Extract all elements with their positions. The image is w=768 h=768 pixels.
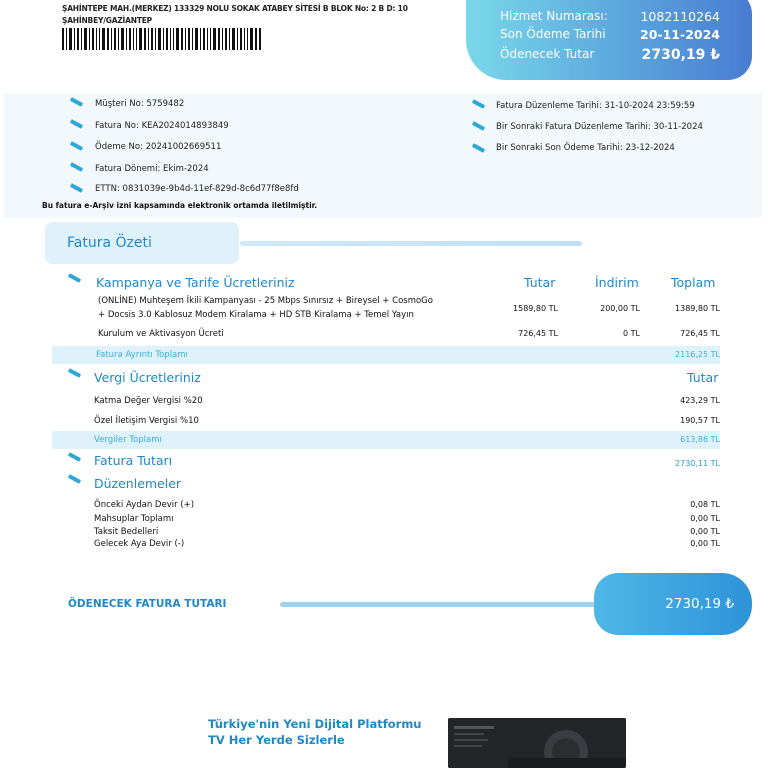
setup-fee-discount: 0 TL [623, 329, 640, 338]
payment-number: Ödeme No: 20241002669511 [95, 142, 222, 152]
communication-tax-value: 190,57 TL [680, 416, 720, 425]
adjustment-value: 0,00 TL [690, 514, 720, 523]
section-dash-icon [68, 273, 81, 283]
barcode-icon [62, 28, 262, 50]
invoice-period: Fatura Dönemi: Ekim-2024 [95, 164, 209, 174]
invoice-issue-date: Fatura Düzenleme Tarihi: 31-10-2024 23:59:59 [496, 101, 695, 111]
invoice-total-title: Fatura Tutarı [94, 453, 173, 468]
service-number-label: Hizmet Numarası: [500, 9, 608, 23]
due-date-label: Son Ödeme Tarihi [500, 27, 606, 41]
tax-subtotal-label: Vergiler Toplamı [94, 435, 162, 445]
summary-card [466, 0, 752, 80]
campaign-item-line-2: + Docsis 3.0 Kablosuz Modem Kiralama + HD STB Kiralama + Temel Yayın [98, 310, 414, 320]
promo-line-1: Türkiye'nin Yeni Dijital Platformu [208, 717, 422, 731]
customer-info-panel [4, 93, 762, 218]
section-dash-icon [68, 474, 81, 484]
due-date-row [500, 27, 720, 42]
amount-due-label: Ödenecek Tutar [500, 47, 595, 61]
adjustment-label: Mahsuplar Toplamı [94, 514, 174, 524]
customer-number: Müşteri No: 5759482 [95, 99, 185, 109]
promo-line-2: TV Her Yerde Sizlerle [208, 733, 345, 747]
section-dash-icon [68, 452, 81, 462]
adjustment-value: 0,08 TL [690, 500, 720, 509]
column-header-total: Toplam [671, 275, 716, 290]
adjustments-title: Düzenlemeler [94, 476, 182, 491]
setup-fee-amount: 726,45 TL [518, 329, 558, 338]
next-due-date: Bir Sonraki Son Ödeme Tarihi: 23-12-2024 [496, 143, 675, 153]
adjustment-label: Gelecek Aya Devir (-) [94, 539, 185, 549]
invoice-summary-heading [45, 222, 239, 264]
setup-fee-label: Kurulum ve Aktivasyon Ücreti [98, 329, 224, 339]
setup-fee-total: 726,45 TL [680, 329, 720, 338]
promo-tv-screen-image [448, 718, 626, 768]
payable-divider [280, 602, 610, 607]
invoice-total-value: 2730,11 TL [675, 459, 720, 468]
promo-screen-graphic [448, 718, 626, 768]
column-header-discount: İndirim [595, 275, 639, 290]
campaign-subtotal-label: Fatura Ayrıntı Toplamı [96, 350, 188, 360]
tax-subtotal-value: 613,86 TL [680, 435, 720, 444]
summary-divider [240, 241, 582, 246]
vat-value: 423,29 TL [680, 396, 720, 405]
section-dash-icon [68, 368, 81, 378]
campaign-item-line-1: (ONLİNE) Muhteşem İkili Kampanyası - 25 Mbps Sınırsız + Bireysel + CosmoGo [98, 296, 433, 306]
column-header-amount: Tutar [524, 275, 556, 290]
adjustment-label: Önceki Aydan Devir (+) [94, 500, 195, 510]
vat-label: Katma Değer Vergisi %20 [94, 396, 203, 406]
payable-title: ÖDENECEK FATURA TUTARI [68, 598, 227, 610]
address-line-2: ŞAHİNBEY/GAZİANTEP [62, 16, 152, 25]
invoice-summary-title: Fatura Özeti [67, 235, 152, 251]
adjustment-value: 0,00 TL [690, 539, 720, 548]
campaign-section-title: Kampanya ve Tarife Ücretleriniz [96, 275, 295, 290]
e-archive-note: Bu fatura e-Arşiv izni kapsamında elektronik ortamda iletilmiştir. [42, 201, 318, 210]
payable-amount: 2730,19 ₺ [665, 596, 734, 612]
address-line-1: ŞAHİNTEPE MAH.(MERKEZ) 133329 NOLU SOKAK ATABEY SİTESİ B BLOK No: 2 B D: 10 [62, 4, 408, 13]
amount-due-row [500, 47, 720, 63]
invoice-number: Fatura No: KEA2024014893849 [95, 121, 229, 131]
ettn: ETTN: 0831039e-9b4d-11ef-829d-8c6d77f8e8fd [95, 184, 299, 194]
amount-due-value: 2730,19 ₺ [641, 47, 720, 63]
campaign-item-discount: 200,00 TL [600, 304, 640, 313]
campaign-item-amount: 1589,80 TL [513, 304, 558, 313]
payable-amount-pill [594, 573, 752, 635]
tax-column-header-amount: Tutar [687, 370, 719, 385]
service-number-value: 1082110264 [640, 9, 720, 24]
communication-tax-label: Özel İletişim Vergisi %10 [94, 416, 199, 426]
due-date-value: 20-11-2024 [640, 27, 720, 42]
service-number-row [500, 9, 720, 24]
adjustment-label: Taksit Bedelleri [94, 527, 159, 537]
adjustment-value: 0,00 TL [690, 527, 720, 536]
tax-section-title: Vergi Ücretleriniz [94, 370, 201, 385]
next-invoice-date: Bir Sonraki Fatura Düzenleme Tarihi: 30-11-2024 [496, 122, 703, 132]
campaign-item-total: 1389,80 TL [675, 304, 720, 313]
campaign-subtotal-value: 2116,25 TL [675, 350, 720, 359]
